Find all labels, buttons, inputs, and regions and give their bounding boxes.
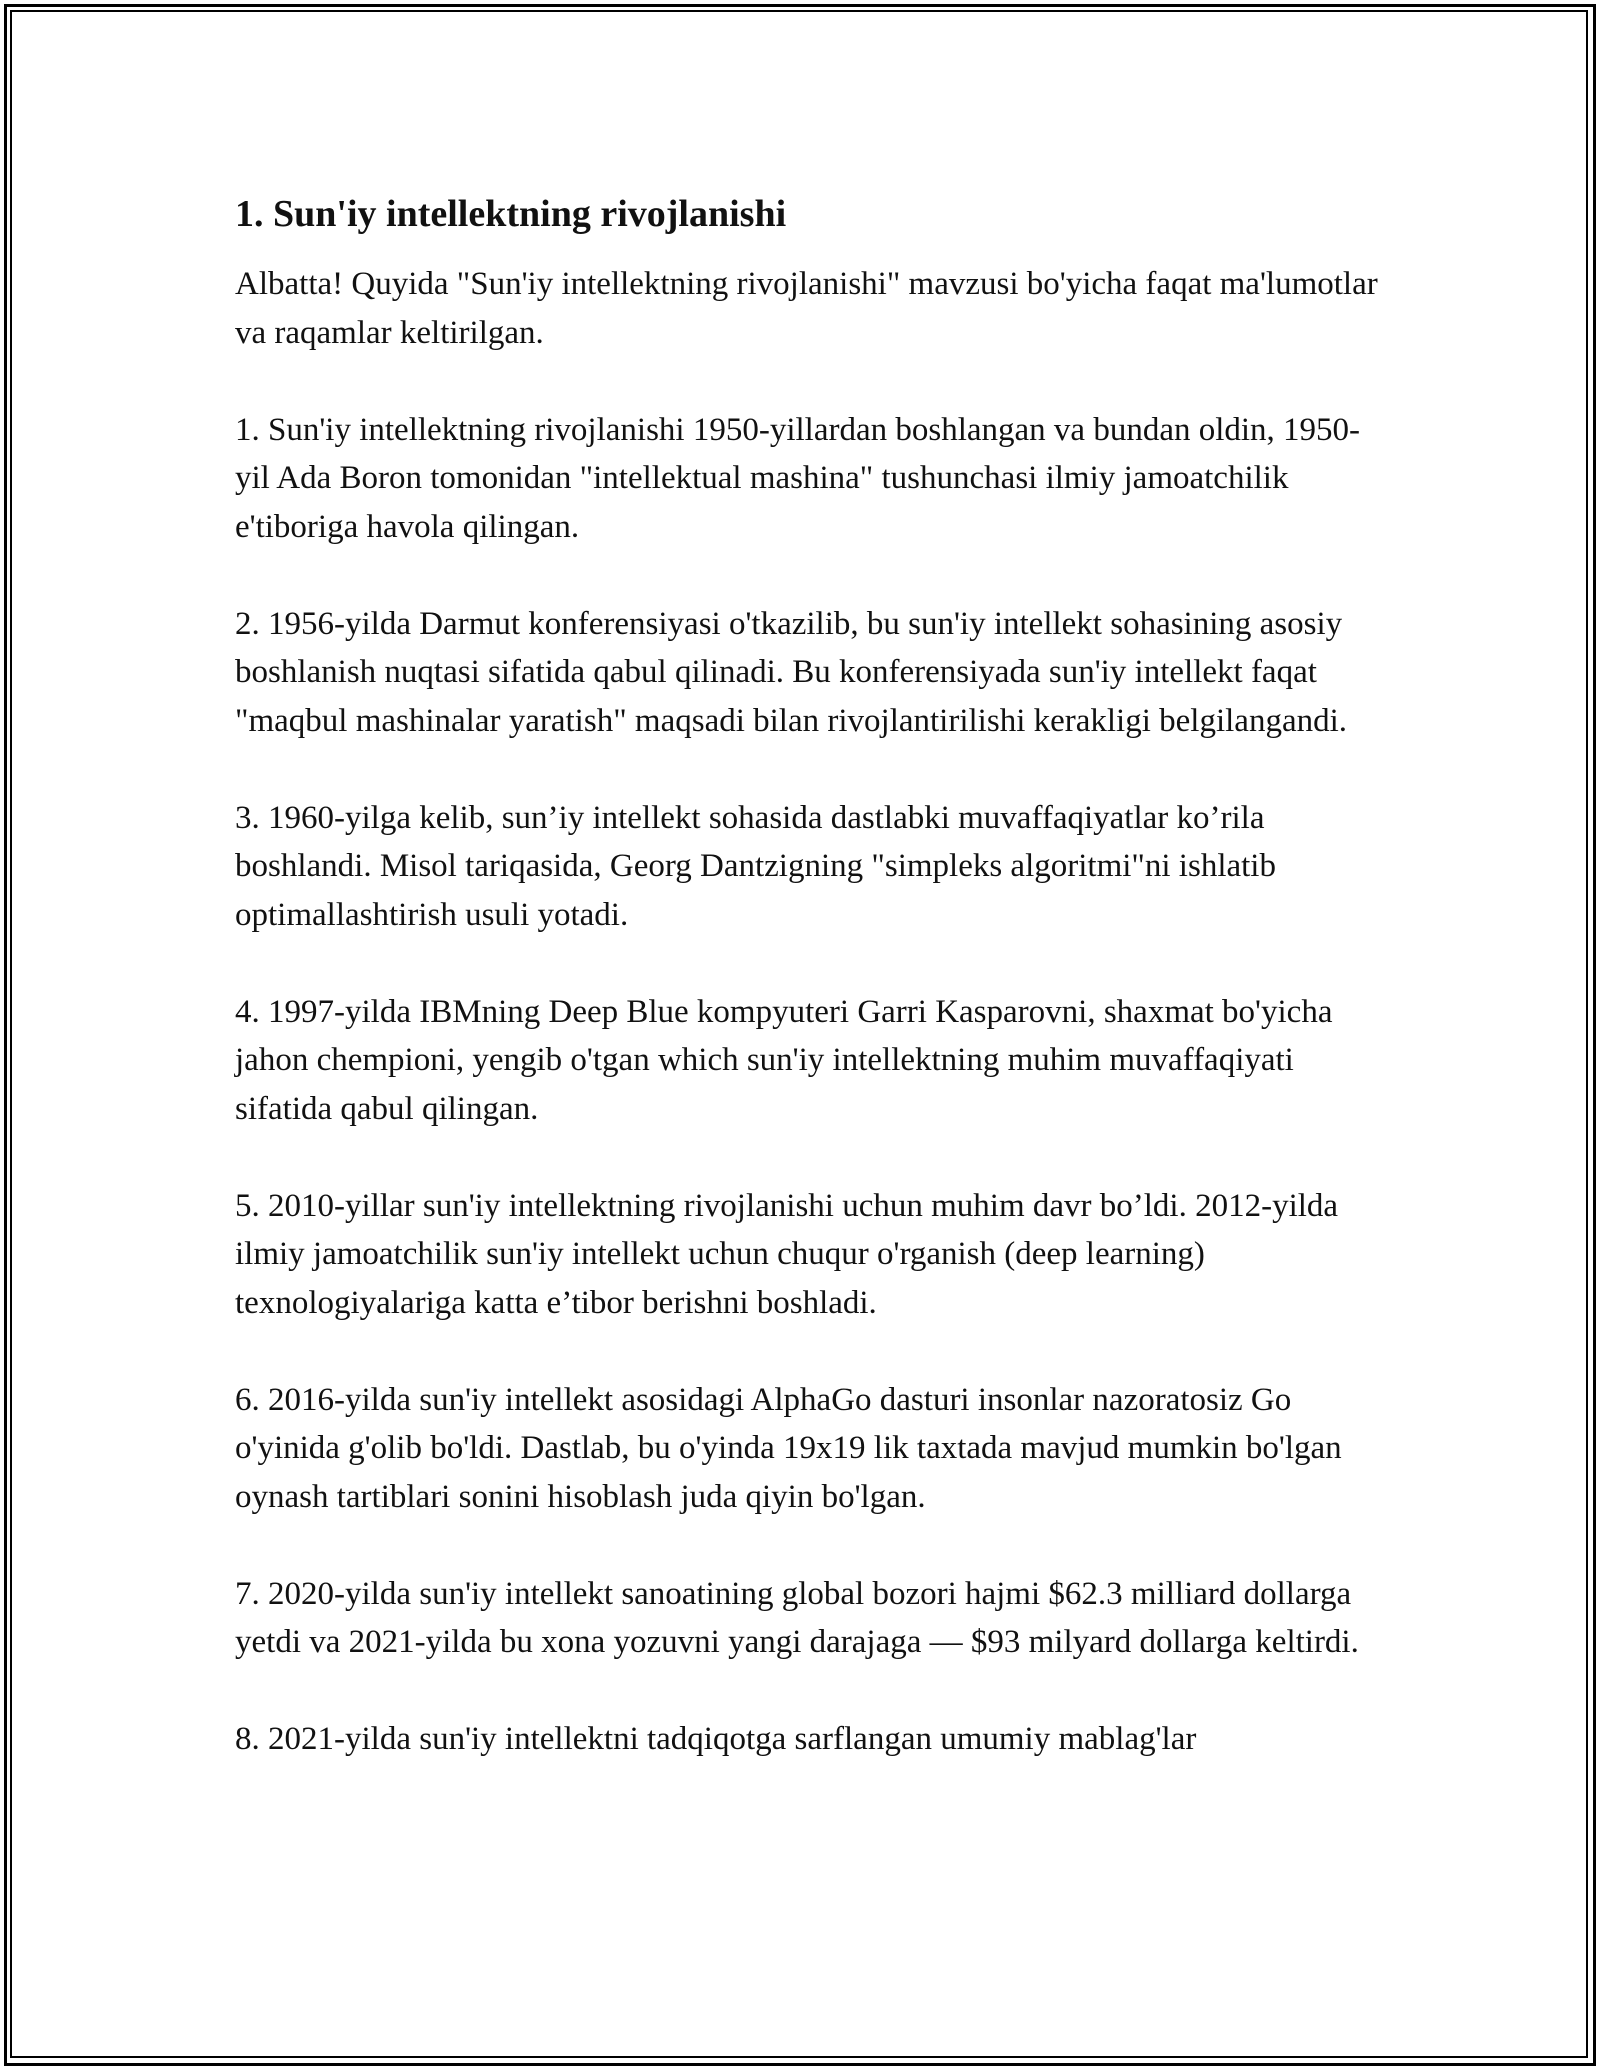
- document-body: [235, 190, 1385, 1812]
- list-item-4: 4. 1997-yilda IBMning Deep Blue kompyuteri Garri Kasparovni, shaxmat bo'yicha jahon chempioni, yengib o'tgan which sun'iy intellektning muhim muvaffaqiyati sifatida qabul qilingan.: [235, 993, 1333, 1127]
- list-item-6: 6. 2016-yilda sun'iy intellekt asosidagi AlphaGo dasturi insonlar nazoratosiz Go o'yinida g'olib bo'ldi. Dastlab, bu o'yinda 19x19 lik taxtada mavjud mumkin bo'lgan oynash tartiblari sonini hisoblash juda qiyin bo'lgan.: [235, 1381, 1342, 1515]
- intro-paragraph: Albatta! Quyida "Sun'iy intellektning rivojlanishi" mavzusi bo'yicha faqat ma'lumotlar va raqamlar keltirilgan.: [235, 266, 1378, 351]
- list-item-8: 8. 2021-yilda sun'iy intellektni tadqiqotga sarflangan umumiy mablag'lar: [235, 1721, 1197, 1757]
- list-item-2: 2. 1956-yilda Darmut konferensiyasi o'tkazilib, bu sun'iy intellekt sohasining asosiy boshlanish nuqtasi sifatida qabul qilinadi. Bu konferensiyada sun'iy intellekt faqat "maqbul mashinalar yaratish" maqsadi bilan rivojlantirilishi kerakligi belgilangandi.: [235, 605, 1348, 739]
- list-item-5: 5. 2010-yillar sun'iy intellektning rivojlanishi uchun muhim davr bo’ldi. 2012-yilda ilmiy jamoatchilik sun'iy intellekt uchun chuqur o'rganish (deep learning) texnologiyalariga katta e’tibor berishni boshladi.: [235, 1187, 1339, 1321]
- list-item-7: 7. 2020-yilda sun'iy intellekt sanoatining global bozori hajmi $62.3 milliard dollarga yetdi va 2021-yilda bu xona yozuvni yangi darajaga — $93 milyard dollarga keltirdi.: [235, 1575, 1359, 1660]
- document-title: 1. Sun'iy intellektning rivojlanishi: [235, 193, 787, 235]
- list-item-3: 3. 1960-yilga kelib, sun’iy intellekt sohasida dastlabki muvaffaqiyatlar ko’rila boshlandi. Misol tariqasida, Georg Dantzigning "simpleks algoritmi"ni ishlatib optimallashtirish usuli yotadi.: [235, 799, 1276, 933]
- list-item-1: 1. Sun'iy intellektning rivojlanishi 1950-yillardan boshlangan va bundan oldin, 1950-yil Ada Boron tomonidan "intellektual mashina" tushunchasi ilmiy jamoatchilik e'tiboriga havola qilingan.: [235, 411, 1361, 545]
